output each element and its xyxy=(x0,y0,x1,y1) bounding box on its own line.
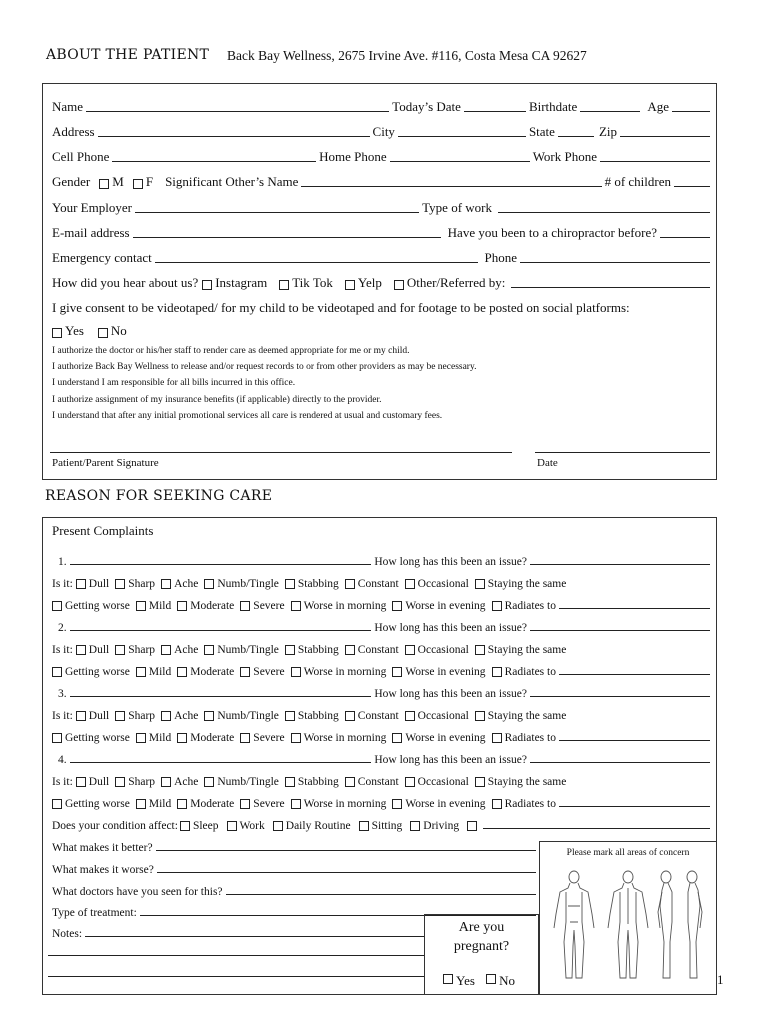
emergency-contact-label: Emergency contact xyxy=(52,250,152,265)
affect-daily-routine-checkbox[interactable] xyxy=(273,821,283,831)
notes-field[interactable] xyxy=(85,935,424,937)
home-phone-field[interactable] xyxy=(390,160,530,162)
address-field[interactable] xyxy=(98,135,370,137)
severity-checkbox[interactable] xyxy=(291,667,301,677)
quality-label: Occasional xyxy=(417,776,469,788)
notes-label: Notes: xyxy=(52,928,83,940)
severity-checkbox[interactable] xyxy=(291,601,301,611)
severity-label: Mild xyxy=(148,798,172,810)
quality-label: Numb/Tingle xyxy=(217,578,279,590)
chiro-before-label: Have you been to a chiropractor before? xyxy=(447,225,657,240)
severity-label: Moderate xyxy=(190,798,235,810)
quality-label: Sharp xyxy=(128,776,156,788)
quality-checkbox[interactable] xyxy=(475,711,485,721)
affect-work-label: Work xyxy=(239,820,265,832)
present-complaints-label: Present Complaints xyxy=(52,523,154,538)
consent-no-checkbox[interactable] xyxy=(98,328,108,338)
referred-by-field[interactable] xyxy=(511,286,710,288)
quality-checkbox[interactable] xyxy=(475,645,485,655)
quality-checkbox[interactable] xyxy=(345,711,355,721)
quality-checkbox[interactable] xyxy=(475,777,485,787)
how-long-label: How long has this been an issue? xyxy=(374,556,527,568)
treatment-label: Type of treatment: xyxy=(52,907,137,919)
emergency-phone-field[interactable] xyxy=(520,261,710,263)
todays-date-label: Today’s Date xyxy=(392,99,461,114)
severity-checkbox[interactable] xyxy=(240,667,250,677)
quality-checkbox[interactable] xyxy=(345,777,355,787)
address-label: Address xyxy=(52,124,95,139)
consent-yes-label: Yes xyxy=(65,323,84,338)
quality-checkbox[interactable] xyxy=(204,777,214,787)
quality-label: Occasional xyxy=(417,710,469,722)
type-of-work-field[interactable] xyxy=(498,211,710,213)
severity-label: Worse in morning xyxy=(303,798,387,810)
instagram-checkbox[interactable] xyxy=(202,280,212,290)
severity-checkbox[interactable] xyxy=(291,799,301,809)
severity-checkbox[interactable] xyxy=(392,601,402,611)
state-label: State xyxy=(528,124,555,139)
affect-sleep-label: Sleep xyxy=(192,820,219,832)
severity-label: Radiates to xyxy=(504,732,556,744)
is-it-label: Is it: xyxy=(52,644,73,656)
quality-label: Numb/Tingle xyxy=(217,776,279,788)
severity-label: Worse in evening xyxy=(405,600,486,612)
complaint-field[interactable] xyxy=(70,695,372,697)
quality-checkbox[interactable] xyxy=(405,579,415,589)
pregnant-yes-checkbox[interactable] xyxy=(443,974,453,984)
quality-checkbox[interactable] xyxy=(285,645,295,655)
doctors-label: What doctors have you seen for this? xyxy=(52,886,223,898)
quality-label: Dull xyxy=(88,776,110,788)
quality-label: Constant xyxy=(357,644,399,656)
quality-checkbox[interactable] xyxy=(76,645,86,655)
emergency-contact-field[interactable] xyxy=(155,261,478,263)
severity-checkbox[interactable] xyxy=(177,601,187,611)
severity-checkbox[interactable] xyxy=(392,667,402,677)
severity-label: Radiates to xyxy=(504,798,556,810)
quality-label: Constant xyxy=(357,710,399,722)
quality-checkbox[interactable] xyxy=(161,777,171,787)
quality-label: Constant xyxy=(357,578,399,590)
complaint-row xyxy=(52,748,710,766)
severity-label: Worse in evening xyxy=(405,666,486,678)
is-it-label: Is it: xyxy=(52,710,73,722)
quality-label: Ache xyxy=(174,776,199,788)
severity-checkbox[interactable] xyxy=(392,733,402,743)
complaint-quality-row xyxy=(52,704,710,722)
how-long-field[interactable] xyxy=(530,629,710,631)
pregnant-no-label: No xyxy=(499,973,516,988)
body-front-figure xyxy=(554,871,594,978)
complaint-severity-row xyxy=(52,726,710,744)
severity-label: Moderate xyxy=(190,600,235,612)
severity-checkbox[interactable] xyxy=(136,733,146,743)
how-long-label: How long has this been an issue? xyxy=(374,754,527,766)
complaint-severity-row xyxy=(52,594,710,612)
date-label: Date xyxy=(537,457,558,469)
severity-checkbox[interactable] xyxy=(492,667,502,677)
severity-checkbox[interactable] xyxy=(177,733,187,743)
hear-about-label: How did you hear about us? xyxy=(52,275,199,290)
is-it-label: Is it: xyxy=(52,578,73,590)
quality-checkbox[interactable] xyxy=(161,579,171,589)
quality-checkbox[interactable] xyxy=(76,579,86,589)
severity-checkbox[interactable] xyxy=(52,799,62,809)
quality-label: Staying the same xyxy=(487,578,567,590)
affect-other-checkbox[interactable] xyxy=(467,821,477,831)
severity-checkbox[interactable] xyxy=(392,799,402,809)
children-field[interactable] xyxy=(674,185,710,187)
severity-checkbox[interactable] xyxy=(492,601,502,611)
authorization-4: I authorize assignment of my insurance benefits (if applicable) directly to the provider. xyxy=(52,395,382,405)
severity-label: Severe xyxy=(253,798,285,810)
email-label: E-mail address xyxy=(52,225,130,240)
quality-label: Ache xyxy=(174,710,199,722)
body-side-right-figure xyxy=(687,871,702,978)
quality-checkbox[interactable] xyxy=(405,777,415,787)
complaint-quality-row xyxy=(52,572,710,590)
row-better xyxy=(52,836,536,854)
affect-driving-checkbox[interactable] xyxy=(410,821,420,831)
row-doctors xyxy=(52,880,536,898)
row-worse xyxy=(52,858,536,876)
authorization-2: I authorize Back Bay Wellness to release and/or request records to or from other providers as may be necessary. xyxy=(52,362,477,372)
complaint-number: 1. xyxy=(58,556,67,568)
complaint-number: 4. xyxy=(58,754,67,766)
quality-label: Dull xyxy=(88,578,110,590)
employer-field[interactable] xyxy=(135,211,419,213)
quality-label: Dull xyxy=(88,644,110,656)
authorization-1: I authorize the doctor or his/her staff to render care as deemed appropriate for me or my child. xyxy=(52,346,410,356)
body-diagram-figures[interactable] xyxy=(548,866,710,984)
affect-sitting-label: Sitting xyxy=(371,820,403,832)
complaint-field[interactable] xyxy=(70,629,372,631)
quality-label: Constant xyxy=(357,776,399,788)
how-long-field[interactable] xyxy=(530,695,710,697)
body-back-figure xyxy=(608,871,648,978)
quality-label: Stabbing xyxy=(297,776,339,788)
gender-f-label: F xyxy=(145,174,154,189)
row-notes xyxy=(52,922,424,940)
how-long-field[interactable] xyxy=(530,761,710,763)
clinic-address: Back Bay Wellness, 2675 Irvine Ave. #116, Costa Mesa CA 92627 xyxy=(227,48,587,63)
yelp-checkbox[interactable] xyxy=(345,280,355,290)
severity-label: Moderate xyxy=(190,732,235,744)
quality-label: Staying the same xyxy=(487,776,567,788)
how-long-field[interactable] xyxy=(530,563,710,565)
worse-field[interactable] xyxy=(157,871,536,873)
city-field[interactable] xyxy=(398,135,526,137)
row-consent xyxy=(52,298,710,316)
home-phone-label: Home Phone xyxy=(319,149,387,164)
severity-label: Getting worse xyxy=(65,798,130,810)
affect-sitting-checkbox[interactable] xyxy=(359,821,369,831)
radiates-to-field[interactable] xyxy=(559,673,710,675)
row-consent-options xyxy=(52,321,710,339)
quality-checkbox[interactable] xyxy=(345,579,355,589)
city-label: City xyxy=(372,124,395,139)
severity-label: Worse in morning xyxy=(303,600,387,612)
pregnant-options xyxy=(443,973,515,989)
todays-date-field[interactable] xyxy=(464,110,526,112)
quality-label: Ache xyxy=(174,644,199,656)
age-field[interactable] xyxy=(672,110,710,112)
pregnant-yes-label: Yes xyxy=(456,973,475,988)
how-long-label: How long has this been an issue? xyxy=(374,622,527,634)
notes-line-2[interactable] xyxy=(48,955,424,956)
body-side-left-figure xyxy=(658,871,672,978)
severity-label: Moderate xyxy=(190,666,235,678)
severity-checkbox[interactable] xyxy=(240,733,250,743)
severity-label: Getting worse xyxy=(65,666,130,678)
gender-m-label: M xyxy=(112,174,124,189)
severity-label: Worse in morning xyxy=(303,666,387,678)
quality-checkbox[interactable] xyxy=(115,777,125,787)
cell-phone-field[interactable] xyxy=(112,160,316,162)
affect-sleep-checkbox[interactable] xyxy=(180,821,190,831)
radiates-to-field[interactable] xyxy=(559,805,710,807)
severity-checkbox[interactable] xyxy=(492,733,502,743)
severity-label: Mild xyxy=(148,600,172,612)
quality-checkbox[interactable] xyxy=(161,711,171,721)
authorization-5: I understand that after any initial promotional services all care is rendered at usual and customary fees. xyxy=(52,411,443,421)
mark-areas-label: Please mark all areas of concern xyxy=(566,848,690,858)
quality-checkbox[interactable] xyxy=(285,579,295,589)
employer-label: Your Employer xyxy=(52,200,132,215)
complaint-severity-row xyxy=(52,792,710,810)
severity-checkbox[interactable] xyxy=(291,733,301,743)
worse-label: What makes it worse? xyxy=(52,864,154,876)
severity-label: Severe xyxy=(253,732,285,744)
severity-label: Severe xyxy=(253,600,285,612)
severity-checkbox[interactable] xyxy=(177,667,187,677)
quality-checkbox[interactable] xyxy=(405,711,415,721)
row-email xyxy=(52,223,710,241)
affect-work-checkbox[interactable] xyxy=(227,821,237,831)
better-label: What makes it better? xyxy=(52,842,153,854)
section-title-care: REASON FOR SEEKING CARE xyxy=(45,488,273,504)
row-condition-affect xyxy=(52,814,710,832)
consent-yes-checkbox[interactable] xyxy=(52,328,62,338)
pregnant-question-2: pregnant? xyxy=(453,939,510,954)
signature-date-field[interactable] xyxy=(535,452,710,453)
quality-label: Numb/Tingle xyxy=(217,644,279,656)
quality-checkbox[interactable] xyxy=(115,645,125,655)
complaint-row xyxy=(52,550,710,568)
severity-label: Mild xyxy=(148,732,172,744)
zip-field[interactable] xyxy=(620,135,710,137)
quality-checkbox[interactable] xyxy=(204,579,214,589)
severity-label: Radiates to xyxy=(504,666,556,678)
quality-label: Occasional xyxy=(417,578,469,590)
pregnant-question-1: Are you xyxy=(458,920,505,935)
zip-label: Zip xyxy=(598,124,617,139)
other-referred-label: Other/Referred by: xyxy=(406,275,506,290)
severity-label: Mild xyxy=(148,666,172,678)
quality-label: Dull xyxy=(88,710,110,722)
consent-text: I give consent to be videotaped/ for my child to be videotaped and for footage to be posted on social platforms: xyxy=(52,300,630,315)
severity-label: Radiates to xyxy=(504,600,556,612)
section-title-about: ABOUT THE PATIENT xyxy=(46,47,210,63)
severity-label: Worse in evening xyxy=(405,732,486,744)
chiro-before-field[interactable] xyxy=(660,236,710,238)
severity-label: Severe xyxy=(253,666,285,678)
affect-daily-routine-label: Daily Routine xyxy=(285,820,351,832)
affect-other-field[interactable] xyxy=(483,827,710,829)
complaint-number: 2. xyxy=(58,622,67,634)
severity-checkbox[interactable] xyxy=(240,601,250,611)
severity-label: Getting worse xyxy=(65,732,130,744)
quality-checkbox[interactable] xyxy=(285,711,295,721)
notes-line-3[interactable] xyxy=(48,976,424,977)
affect-driving-label: Driving xyxy=(423,820,460,832)
quality-checkbox[interactable] xyxy=(76,777,86,787)
quality-label: Stabbing xyxy=(297,710,339,722)
yelp-label: Yelp xyxy=(357,275,382,290)
quality-label: Sharp xyxy=(128,578,156,590)
gender-label: Gender xyxy=(52,174,91,189)
quality-label: Occasional xyxy=(417,644,469,656)
significant-other-label: Significant Other’s Name xyxy=(165,174,299,189)
quality-checkbox[interactable] xyxy=(285,777,295,787)
significant-other-field[interactable] xyxy=(301,185,601,187)
consent-no-label: No xyxy=(110,323,127,338)
instagram-label: Instagram xyxy=(215,275,268,290)
severity-checkbox[interactable] xyxy=(52,733,62,743)
signature-field[interactable] xyxy=(50,452,512,453)
complaint-field[interactable] xyxy=(70,563,372,565)
page-number: 1 xyxy=(717,972,724,987)
quality-checkbox[interactable] xyxy=(475,579,485,589)
severity-checkbox[interactable] xyxy=(136,601,146,611)
complaint-severity-row xyxy=(52,660,710,678)
radiates-to-field[interactable] xyxy=(559,739,710,741)
row-gender xyxy=(52,172,710,190)
severity-checkbox[interactable] xyxy=(136,667,146,677)
severity-checkbox[interactable] xyxy=(177,799,187,809)
birthdate-field[interactable] xyxy=(580,110,640,112)
other-referred-checkbox[interactable] xyxy=(394,280,404,290)
quality-label: Stabbing xyxy=(297,578,339,590)
birthdate-label: Birthdate xyxy=(528,99,578,114)
row-name xyxy=(52,97,710,115)
is-it-label: Is it: xyxy=(52,776,73,788)
severity-label: Worse in evening xyxy=(405,798,486,810)
gender-f-checkbox[interactable] xyxy=(133,179,143,189)
severity-checkbox[interactable] xyxy=(136,799,146,809)
radiates-to-field[interactable] xyxy=(559,607,710,609)
quality-label: Numb/Tingle xyxy=(217,710,279,722)
state-field[interactable] xyxy=(558,135,594,137)
quality-label: Staying the same xyxy=(487,644,567,656)
quality-checkbox[interactable] xyxy=(161,645,171,655)
emergency-phone-label: Phone xyxy=(484,250,517,265)
row-emergency xyxy=(52,248,710,266)
quality-label: Staying the same xyxy=(487,710,567,722)
row-address xyxy=(52,122,710,140)
complaint-quality-row xyxy=(52,770,710,788)
complaint-number: 3. xyxy=(58,688,67,700)
quality-checkbox[interactable] xyxy=(115,711,125,721)
severity-label: Getting worse xyxy=(65,600,130,612)
email-field[interactable] xyxy=(133,236,441,238)
name-field[interactable] xyxy=(86,110,389,112)
quality-label: Sharp xyxy=(128,644,156,656)
quality-checkbox[interactable] xyxy=(204,711,214,721)
type-of-work-label: Type of work xyxy=(422,200,492,215)
quality-label: Sharp xyxy=(128,710,156,722)
gender-m-checkbox[interactable] xyxy=(99,179,109,189)
row-hear-about xyxy=(52,273,710,291)
pregnant-no-checkbox[interactable] xyxy=(486,974,496,984)
children-label: # of children xyxy=(604,174,671,189)
quality-label: Stabbing xyxy=(297,644,339,656)
complaint-row xyxy=(52,682,710,700)
cell-phone-label: Cell Phone xyxy=(52,149,110,164)
quality-checkbox[interactable] xyxy=(76,711,86,721)
better-field[interactable] xyxy=(156,849,536,851)
how-long-label: How long has this been an issue? xyxy=(374,688,527,700)
row-employer xyxy=(52,198,710,216)
severity-checkbox[interactable] xyxy=(492,799,502,809)
work-phone-label: Work Phone xyxy=(532,149,597,164)
severity-checkbox[interactable] xyxy=(52,601,62,611)
authorization-3: I understand I am responsible for all bills incurred in this office. xyxy=(52,378,296,388)
tiktok-label: Tik Tok xyxy=(292,275,333,290)
tiktok-checkbox[interactable] xyxy=(279,280,289,290)
severity-checkbox[interactable] xyxy=(52,667,62,677)
quality-checkbox[interactable] xyxy=(405,645,415,655)
condition-affect-label: Does your condition affect: xyxy=(52,820,178,832)
name-label: Name xyxy=(52,99,84,114)
quality-checkbox[interactable] xyxy=(115,579,125,589)
quality-checkbox[interactable] xyxy=(204,645,214,655)
age-label: Age xyxy=(647,99,669,114)
complaint-quality-row xyxy=(52,638,710,656)
signature-label: Patient/Parent Signature xyxy=(52,457,159,469)
doctors-field[interactable] xyxy=(226,893,536,895)
severity-label: Worse in morning xyxy=(303,732,387,744)
quality-label: Ache xyxy=(174,578,199,590)
quality-checkbox[interactable] xyxy=(345,645,355,655)
row-phones xyxy=(52,147,710,165)
complaint-field[interactable] xyxy=(70,761,372,763)
severity-checkbox[interactable] xyxy=(240,799,250,809)
complaint-row xyxy=(52,616,710,634)
work-phone-field[interactable] xyxy=(600,160,710,162)
